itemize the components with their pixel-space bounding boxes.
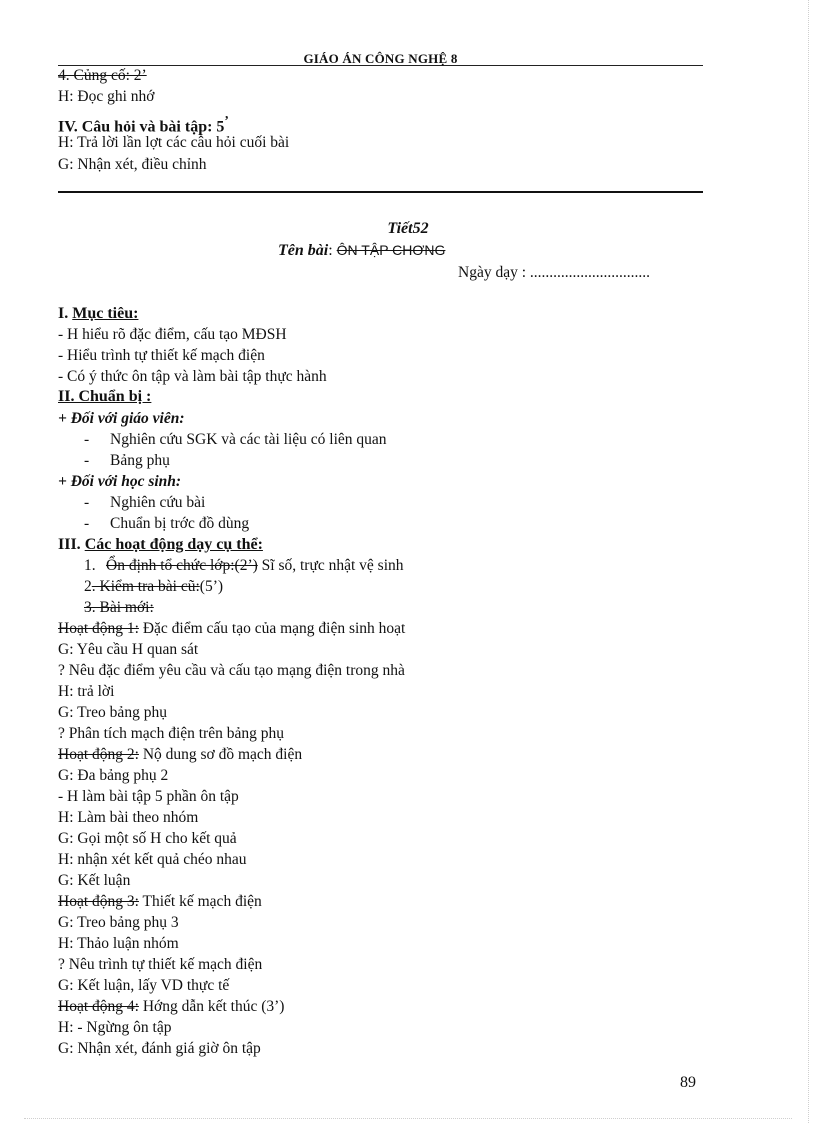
step-2-title: . Kiểm tra bài cũ: bbox=[91, 578, 200, 595]
lesson-title-sep: : bbox=[328, 242, 337, 259]
activity-1-line: ? Nêu đặc điểm yêu cầu và cấu tạo mạng điện trong nhà bbox=[58, 662, 405, 679]
step-2-num: 2 bbox=[84, 578, 92, 595]
objective-item: - Hiểu trình tự thiết kế mạch điện bbox=[58, 347, 265, 364]
section-iv-heading bbox=[58, 112, 229, 136]
objectives-heading bbox=[58, 305, 138, 323]
activity-1-line: ? Phân tích mạch điện trên bảng phụ bbox=[58, 725, 284, 742]
activity-3-line: G: Kết luận, lấy VD thực tế bbox=[58, 977, 230, 994]
page-number: 89 bbox=[680, 1074, 696, 1091]
step-1-rest: Sĩ số, trực nhật vệ sinh bbox=[257, 557, 404, 574]
activity-4-line: G: Nhận xét, đánh giá giờ ôn tập bbox=[58, 1040, 261, 1057]
step-2 bbox=[84, 578, 223, 596]
student-prep-item: - Chuẩn bị trớc đồ dùng bbox=[84, 515, 250, 532]
objective-item: - H hiểu rõ đặc điểm, cấu tạo MĐSH bbox=[58, 326, 287, 343]
right-dotted-border bbox=[808, 0, 809, 1123]
activity-2-line: H: nhận xét kết quả chéo nhau bbox=[58, 851, 247, 868]
student-prep-text: Chuẩn bị trớc đồ dùng bbox=[110, 515, 250, 532]
section-iv-text: IV. Câu hỏi và bài tập: 5 bbox=[58, 118, 225, 136]
section-iv-sup: ’ bbox=[224, 113, 229, 128]
activity-1-line: G: Yêu cầu H quan sát bbox=[58, 641, 199, 658]
activity-1-line: H: trả lời bbox=[58, 683, 115, 700]
section-iv-line-2: G: Nhận xét, điều chỉnh bbox=[58, 156, 207, 173]
activity-3-rest: Thiết kế mạch điện bbox=[138, 893, 262, 910]
student-prep-item: - Nghiên cứu bài bbox=[84, 494, 206, 511]
activity-1-heading bbox=[58, 620, 405, 638]
step-1 bbox=[84, 557, 404, 575]
lesson-title bbox=[278, 242, 445, 260]
student-prep-text: Nghiên cứu bài bbox=[110, 494, 206, 511]
step-1-title: Ổn định tổ chức lớp:(2’) bbox=[106, 557, 258, 574]
step-1-num: 1. bbox=[84, 557, 96, 574]
activity-1-rest: Đặc điểm cấu tạo của mạng điện sinh hoạt bbox=[138, 620, 406, 637]
student-prep-label: + Đối với học sinh: bbox=[58, 473, 182, 490]
activity-3-line: ? Nêu trình tự thiết kế mạch điện bbox=[58, 956, 263, 973]
teacher-prep-text: Bảng phụ bbox=[110, 452, 170, 469]
objective-item: - Có ý thức ôn tập và làm bài tập thực hành bbox=[58, 368, 327, 385]
page-header: GIÁO ÁN CÔNG NGHỆ 8 bbox=[58, 52, 703, 66]
lesson-number: Tiết52 bbox=[387, 220, 429, 237]
activity-2-line: - H làm bài tập 5 phần ôn tập bbox=[58, 788, 239, 805]
cung-co-line: H: Đọc ghi nhớ bbox=[58, 88, 155, 105]
teacher-prep-item: - Bảng phụ bbox=[84, 452, 170, 469]
activity-4-line: H: - Ngừng ôn tập bbox=[58, 1019, 172, 1036]
bottom-dotted-border bbox=[24, 1118, 792, 1119]
objectives-label: Mục tiêu: bbox=[72, 305, 139, 322]
activity-3-line: H: Thảo luận nhóm bbox=[58, 935, 179, 952]
lesson-title-label: Tên bài bbox=[278, 242, 329, 259]
preparation-heading: II. Chuẩn bị : bbox=[58, 388, 152, 405]
activity-3-line: G: Treo bảng phụ 3 bbox=[58, 914, 179, 931]
step-2-rest: (5’) bbox=[199, 578, 224, 595]
section-divider bbox=[58, 191, 703, 193]
activities-heading bbox=[58, 536, 263, 554]
teacher-prep-text: Nghiên cứu SGK và các tài liệu có liên quan bbox=[110, 431, 387, 448]
activity-2-line: G: Gọi một số H cho kết quả bbox=[58, 830, 237, 847]
teacher-prep-label: + Đối với giáo viên: bbox=[58, 410, 185, 427]
teacher-prep-item: - Nghiên cứu SGK và các tài liệu có liên quan bbox=[84, 431, 387, 448]
activity-2-heading bbox=[58, 746, 302, 764]
lesson-title-text: ÔN TẬP CHƠNG bbox=[336, 242, 446, 258]
activity-2-title: Hoạt động 2: bbox=[58, 746, 139, 763]
activity-3-title: Hoạt động 3: bbox=[58, 893, 139, 910]
activities-num: III. bbox=[58, 536, 85, 553]
activity-2-line: G: Đa bảng phụ 2 bbox=[58, 767, 169, 784]
cung-co-heading: 4. Củng cố: 2’ bbox=[58, 67, 147, 84]
activities-label: Các hoạt động dạy cụ thể: bbox=[84, 536, 263, 553]
activity-2-rest: Nộ dung sơ đồ mạch điện bbox=[138, 746, 303, 763]
objectives-num: I. bbox=[58, 305, 73, 322]
step-3: 3. Bài mới: bbox=[84, 599, 154, 616]
section-iv-line-1: H: Trả lời lần lợt các câu hỏi cuối bài bbox=[58, 134, 290, 151]
activity-4-rest: Hớng dẫn kết thúc (3’) bbox=[138, 998, 285, 1015]
activity-1-title: Hoạt động 1: bbox=[58, 620, 139, 637]
activity-1-line: G: Treo bảng phụ bbox=[58, 704, 167, 721]
activity-4-heading bbox=[58, 998, 284, 1016]
activity-2-line: H: Làm bài theo nhóm bbox=[58, 809, 199, 826]
activity-4-title: Hoạt động 4: bbox=[58, 998, 139, 1015]
activity-3-heading bbox=[58, 893, 262, 911]
teaching-date: Ngày dạy : ............................... bbox=[458, 264, 651, 281]
activity-2-line: G: Kết luận bbox=[58, 872, 131, 889]
